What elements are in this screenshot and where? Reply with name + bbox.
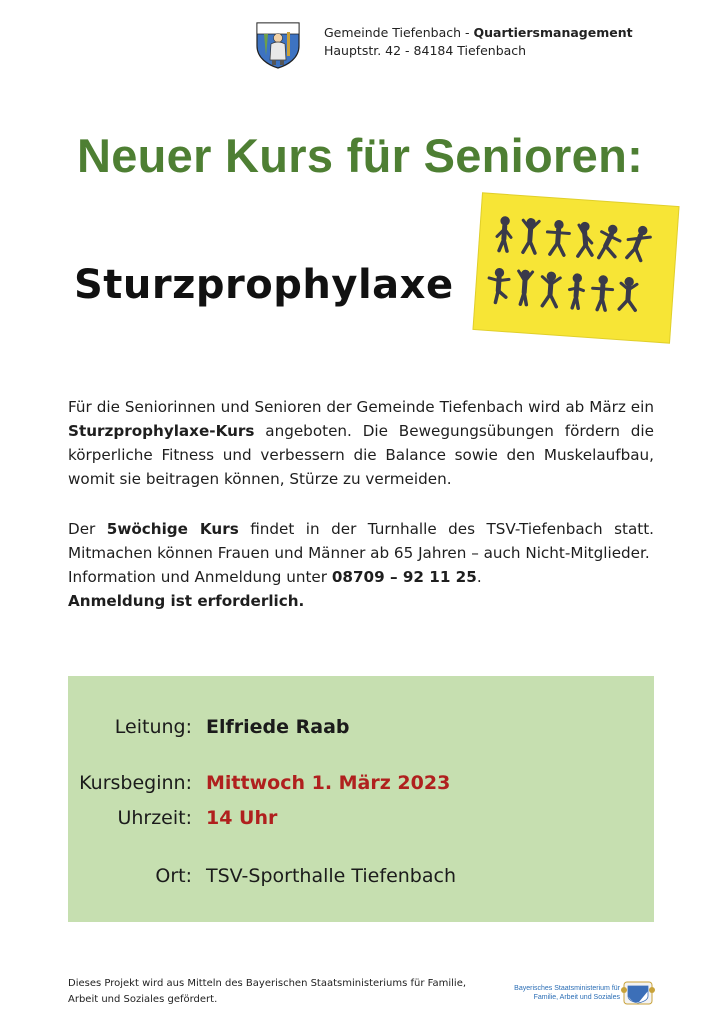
intro-paragraph xyxy=(68,395,654,491)
municipality-crest-icon xyxy=(254,20,302,70)
ministry-name xyxy=(498,984,620,1002)
course-info-text-2: findet in der Turnhalle des TSV-Tiefenbach statt. Mitmachen können Frauen und Männer ab 65 Jahren – auch Nicht-Mitglieder. xyxy=(68,520,654,562)
ministry-line-1: Bayerisches Staatsministerium für xyxy=(514,985,620,992)
org-unit: Quartiersmanagement xyxy=(473,25,633,40)
details-paragraph xyxy=(68,517,654,613)
ort-value: TSV-Sporthalle Tiefenbach xyxy=(206,865,456,887)
intro-text-2: angeboten. Die Bewegungsübungen fördern die körperliche Fitness und verbessern die Balance sowie den Muskelaufbau, womit sie beitragen können, Stürze zu vermeiden. xyxy=(68,422,654,488)
exercise-pictogram-image xyxy=(473,193,678,342)
page-title: Neuer Kurs für Senioren: xyxy=(76,129,644,182)
org-name: Gemeinde Tiefenbach - xyxy=(324,25,474,40)
page-subtitle: Sturzprophylaxe xyxy=(74,262,454,308)
bavarian-coat-of-arms-icon xyxy=(620,980,656,1006)
course-details-box xyxy=(68,676,654,922)
course-info xyxy=(68,517,654,565)
registration-required: Anmeldung ist erforderlich. xyxy=(68,592,305,610)
leitung-value: Elfriede Raab xyxy=(206,716,350,738)
course-info-text-1: Der xyxy=(68,520,107,538)
leitung-label: Leitung: xyxy=(114,716,192,738)
kursbeginn-label: Kursbeginn: xyxy=(79,772,192,794)
ministry-branding xyxy=(498,980,658,1010)
org-address: Hauptstr. 42 - 84184 Tiefenbach xyxy=(324,43,527,58)
ort-label: Ort: xyxy=(155,865,192,887)
course-duration: 5wöchige Kurs xyxy=(106,520,239,538)
funding-note: Dieses Projekt wird aus Mitteln des Bayerischen Staatsministeriums für Familie, Arbeit und Soziales gefördert. xyxy=(68,978,467,1005)
kursbeginn-value: Mittwoch 1. März 2023 xyxy=(206,772,451,794)
registration-period: . xyxy=(476,568,482,586)
uhrzeit-label: Uhrzeit: xyxy=(117,807,192,829)
registration-info xyxy=(68,565,654,589)
registration-text: Information und Anmeldung unter xyxy=(68,568,332,586)
uhrzeit-value: 14 Uhr xyxy=(206,807,278,829)
ministry-line-2: Familie, Arbeit und Soziales xyxy=(533,994,620,1001)
course-name: Sturzprophylaxe-Kurs xyxy=(68,422,255,440)
phone-number: 08709 – 92 11 25 xyxy=(331,568,477,586)
intro-text-1: Für die Seniorinnen und Senioren der Gemeinde Tiefenbach wird ab März ein xyxy=(68,398,654,416)
exercise-figures-icon xyxy=(473,193,678,342)
letterhead-text xyxy=(324,24,644,60)
